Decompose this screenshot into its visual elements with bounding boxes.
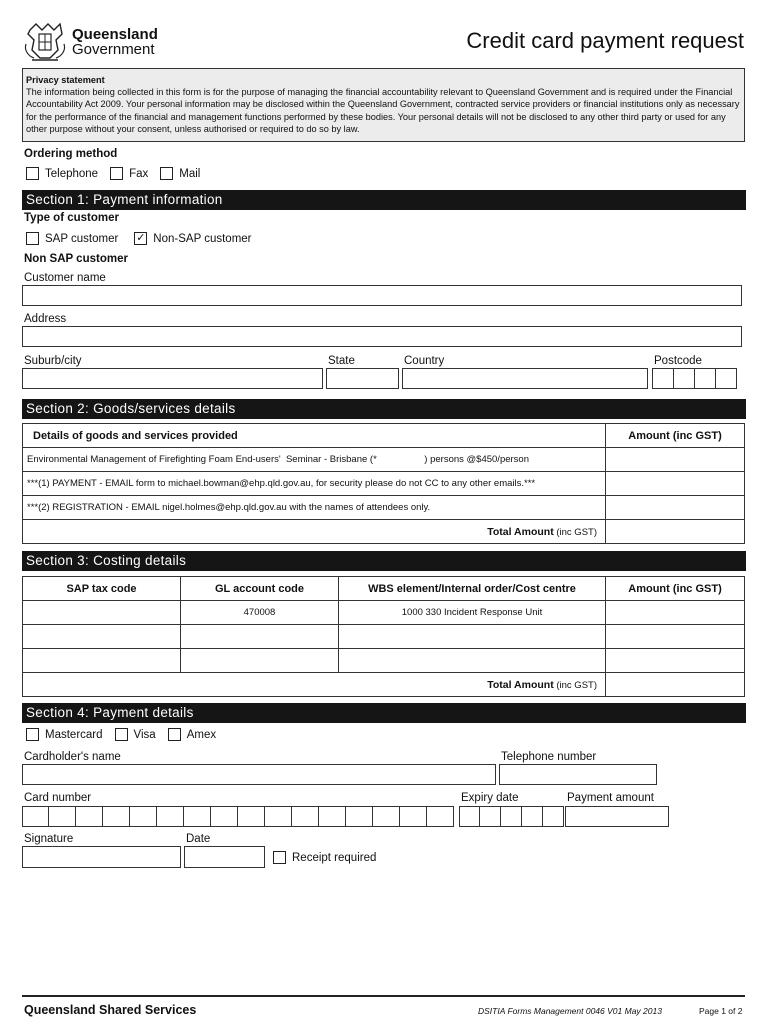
fax-label: Fax — [129, 167, 149, 180]
table-row — [23, 601, 745, 625]
non-sap-customer-heading: Non SAP customer — [24, 253, 128, 265]
cardholder-label: Cardholder's name — [24, 751, 121, 763]
table-row — [23, 448, 745, 472]
goods-total-suffix: (inc GST) — [556, 526, 597, 538]
telephone-number-field[interactable] — [499, 764, 657, 785]
logo-line2: Government — [72, 41, 155, 58]
signature-field[interactable] — [22, 846, 181, 868]
mastercard-checkbox[interactable] — [26, 728, 39, 741]
costing-amount-cell[interactable] — [606, 649, 745, 673]
wbs-cell[interactable] — [339, 625, 606, 649]
goods-row-1: Environmental Management of Firefighting Foam End-users' Seminar - Brisbane (* ) persons @$450/person — [23, 448, 606, 472]
mastercard-label: Mastercard — [45, 728, 103, 741]
costing-amount-header: Amount (inc GST) — [606, 577, 745, 601]
receipt-required-label: Receipt required — [292, 851, 377, 864]
state-field[interactable] — [326, 368, 399, 389]
wbs-header: WBS element/Internal order/Cost centre — [339, 577, 606, 601]
goods-total-label: Total Amount — [487, 525, 554, 538]
state-label: State — [328, 355, 355, 367]
non-sap-customer-label: Non-SAP customer — [153, 232, 252, 245]
cardholder-name-field[interactable] — [22, 764, 496, 785]
telephone-number-label: Telephone number — [501, 751, 597, 763]
mail-label: Mail — [179, 167, 201, 180]
ordering-method-label: Ordering method — [24, 148, 118, 160]
goods-amount-3[interactable] — [606, 496, 745, 520]
sap-tax-code-cell[interactable] — [23, 601, 181, 625]
section1-header: Section 1: Payment information — [22, 190, 746, 210]
suburb-label: Suburb/city — [24, 355, 82, 367]
customer-name-field[interactable] — [22, 285, 742, 306]
section2-header: Section 2: Goods/services details — [22, 399, 746, 419]
sap-customer-checkbox[interactable] — [26, 232, 39, 245]
privacy-statement — [22, 68, 745, 142]
expiry-date-field[interactable] — [459, 806, 564, 827]
fax-checkbox[interactable] — [110, 167, 123, 180]
goods-row-3: ***(2) REGISTRATION - EMAIL nigel.holmes@ehp.qld.gov.au with the names of attendees only. — [23, 496, 606, 520]
gl-account-cell[interactable]: 470008 — [181, 601, 339, 625]
sap-tax-code-cell[interactable] — [23, 625, 181, 649]
costing-total-amount[interactable] — [606, 673, 745, 697]
non-sap-customer-checkbox[interactable]: ✓ — [136, 232, 146, 244]
footer-reference: DSITIA Forms Management 0046 V01 May 2013 — [478, 1006, 662, 1016]
details-column-header: Details of goods and services provided — [23, 424, 606, 448]
telephone-checkbox[interactable] — [26, 167, 39, 180]
goods-total-amount[interactable] — [606, 520, 745, 544]
mail-checkbox[interactable] — [160, 167, 173, 180]
amount-column-header: Amount (inc GST) — [606, 424, 745, 448]
card-number-label: Card number — [24, 792, 92, 804]
sap-customer-label: SAP customer — [45, 232, 119, 245]
payment-amount-label: Payment amount — [567, 792, 654, 804]
payment-amount-field[interactable] — [565, 806, 669, 827]
address-label: Address — [24, 313, 67, 325]
expiry-date-label: Expiry date — [461, 792, 519, 804]
privacy-heading: Privacy statement — [26, 75, 105, 85]
receipt-required-checkbox[interactable] — [273, 851, 286, 864]
wbs-cell[interactable]: 1000 330 Incident Response Unit — [339, 601, 606, 625]
customer-name-label: Customer name — [24, 272, 106, 284]
postcode-field[interactable] — [652, 368, 737, 389]
costing-amount-cell[interactable] — [606, 625, 745, 649]
goods-amount-2[interactable] — [606, 472, 745, 496]
goods-row-2: ***(1) PAYMENT - EMAIL form to michael.bowman@ehp.qld.gov.au, for security please do not CC to any other emails.*** — [23, 472, 606, 496]
costing-total-suffix: (inc GST) — [556, 679, 597, 691]
costing-total-label: Total Amount — [487, 678, 554, 691]
coat-of-arms-icon — [22, 20, 68, 64]
footer-org: Queensland Shared Services — [24, 1003, 197, 1017]
postcode-label: Postcode — [654, 355, 702, 367]
logo-line1: Queensland — [72, 26, 158, 43]
costing-table — [22, 576, 745, 697]
gl-account-header: GL account code — [181, 577, 339, 601]
privacy-text: The information being collected in this form is for the purpose of managing the financial accountability relevant to Queensland Government and is required under the Financial Accountability Act 2009. Your personal information may be disclosed within the Queensland Government, contracted service providers or financial institutions only as necessary for the performance of the financial and management functions performed by these bodies. Your personal details will not be disclosed to any other third party or used for any other purpose without your consent, unless authorised or required to do so by law. — [26, 87, 740, 134]
table-row — [23, 625, 745, 649]
goods-amount-1[interactable] — [606, 448, 745, 472]
section3-header: Section 3: Costing details — [22, 551, 746, 571]
footer-divider — [22, 995, 745, 997]
signature-label: Signature — [24, 833, 74, 845]
visa-label: Visa — [133, 728, 156, 741]
table-row — [23, 649, 745, 673]
table-row — [23, 472, 745, 496]
costing-amount-cell[interactable] — [606, 601, 745, 625]
telephone-label: Telephone — [45, 167, 99, 180]
suburb-field[interactable] — [22, 368, 323, 389]
wbs-cell[interactable] — [339, 649, 606, 673]
gl-account-cell[interactable] — [181, 625, 339, 649]
form-title: Credit card payment request — [466, 28, 744, 53]
section4-header: Section 4: Payment details — [22, 703, 746, 723]
sap-tax-code-header: SAP tax code — [23, 577, 181, 601]
goods-services-table — [22, 423, 745, 544]
amex-label: Amex — [186, 728, 217, 741]
address-field[interactable] — [22, 326, 742, 347]
country-label: Country — [404, 355, 445, 367]
date-field[interactable] — [184, 846, 265, 868]
type-of-customer-label: Type of customer — [24, 212, 119, 224]
gl-account-cell[interactable] — [181, 649, 339, 673]
table-row — [23, 520, 745, 544]
sap-tax-code-cell[interactable] — [23, 649, 181, 673]
table-row — [23, 496, 745, 520]
country-field[interactable] — [402, 368, 648, 389]
card-number-field[interactable] — [22, 806, 454, 827]
amex-checkbox[interactable] — [168, 728, 181, 741]
qld-government-logo — [22, 20, 172, 64]
table-row — [23, 673, 745, 697]
footer-page-number: Page 1 of 2 — [699, 1006, 743, 1016]
date-label: Date — [186, 833, 211, 845]
visa-checkbox[interactable] — [115, 728, 128, 741]
